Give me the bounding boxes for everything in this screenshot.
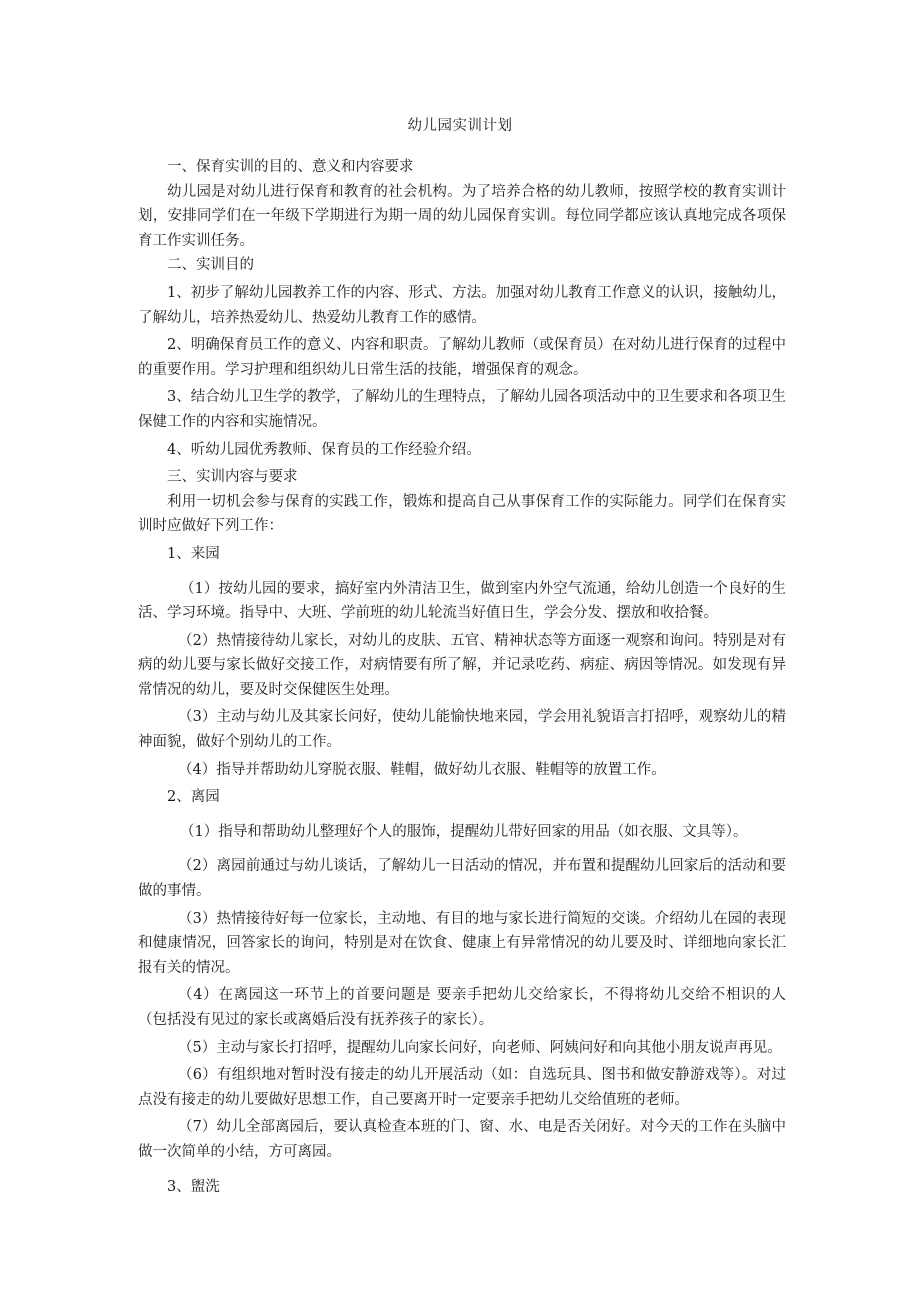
list-item: 3、结合幼儿卫生学的教学，了解幼儿的生理特点，了解幼儿园各项活动中的卫生要求和各项卫生保健工作的内容和实施情况。 — [138, 389, 786, 430]
list-item: （1）按幼儿园的要求，搞好室内外清洁卫生，做到室内外空气流通，给幼儿创造一个良好的生活、学习环境。指导中、大班、学前班的幼儿轮流当好值日生，学会分发、摆放和收拾餐。 — [138, 580, 786, 622]
subsection-heading-washing: 3、盥洗 — [167, 1178, 220, 1195]
section-heading-1: 一、保育实训的目的、意义和内容要求 — [167, 159, 414, 175]
list-item: （3）主动与幼儿及其家长问好，使幼儿能愉快地来园，学会用礼貌语言打招呼，观察幼儿的精神面貌，做好个别幼儿的工作。 — [138, 709, 786, 751]
page-title: 幼儿园实训计划 — [407, 118, 513, 134]
list-item: （7）幼儿全部离园后，要认真检查本班的门、窗、水、电是否关闭好。对今天的工作在头脑中做一次简单的小结，方可离园。 — [138, 1119, 786, 1160]
subsection-heading-departure: 2、离园 — [167, 789, 220, 806]
section-heading-2: 二、实训目的 — [167, 257, 254, 274]
subsection-heading-arrival: 1、来园 — [167, 545, 220, 562]
list-item: 4、听幼儿园优秀教师、保育员的工作经验介绍。 — [167, 441, 481, 458]
list-item: 2、明确保育员工作的意义、内容和职责。了解幼儿教师（或保育员）在对幼儿进行保育的过程中的重要作用。学习护理和组织幼儿日常生活的技能，增强保育的观念。 — [138, 337, 786, 378]
list-item: （3）热情接待好每一位家长，主动地、有目的地与家长进行简短的交谈。介绍幼儿在园的表现和健康情况，回答家长的询问，特别是对在饮食、健康上有异常情况的幼儿要及时、详细地向家长汇报有关的情况。 — [138, 910, 786, 976]
list-item: （4）指导并帮助幼儿穿脱衣服、鞋帽，做好幼儿衣服、鞋帽等的放置工作。 — [178, 761, 666, 778]
section-heading-3: 三、实训内容与要求 — [167, 469, 298, 486]
document-body — [138, 155, 786, 1199]
list-item: （4）在离园这一环节上的首要问题是 要亲手把幼儿交给家长，不得将幼儿交给不相识的人（包括没有见过的家长或离婚后没有抚养孩子的家长）。 — [138, 987, 786, 1028]
list-item: （1）指导和帮助幼儿整理好个人的服饰，提醒幼儿带好回家的用品（如衣服、文具等）。 — [180, 823, 748, 840]
list-item: （2）热情接待幼儿家长，对幼儿的皮肤、五官、精神状态等方面逐一观察和询问。特别是对有病的幼儿要与家长做好交接工作，对病情要有所了解，并记录吃药、病症、病因等情况。如发现有异常情况的幼儿，要及时交保健医生处理。 — [138, 632, 786, 698]
list-item: 1、初步了解幼儿园教养工作的内容、形式、方法。加强对幼儿教育工作意义的认识，接触幼儿，了解幼儿，培养热爱幼儿、热爱幼儿教育工作的感情。 — [138, 284, 786, 326]
list-item: （2）离园前通过与幼儿谈话，了解幼儿一日活动的情况，并布置和提醒幼儿回家后的活动和要做的事情。 — [138, 858, 786, 900]
list-item: （6）有组织地对暂时没有接走的幼儿开展活动（如：自选玩具、图书和做安静游戏等）。对过点没有接走的幼儿要做好思想工作，自己要离开时一定要亲手把幼儿交给值班的老师。 — [138, 1067, 786, 1108]
list-item: （5）主动与家长打招呼，提醒幼儿向家长问好，向老师、阿姨问好和向其他小朋友说声再见。 — [178, 1039, 782, 1056]
paragraph: 利用一切机会参与保育的实践工作，锻炼和提高自己从事保育工作的实际能力。同学们在保育实训时应做好下列工作： — [138, 493, 786, 535]
paragraph: 幼儿园是对幼儿进行保育和教育的社会机构。为了培养合格的幼儿教师，按照学校的教育实训计划，安排同学们在一年级下学期进行为期一周的幼儿园保育实训。每位同学都应该认真地完成各项保育工作实训任务。 — [138, 183, 786, 249]
